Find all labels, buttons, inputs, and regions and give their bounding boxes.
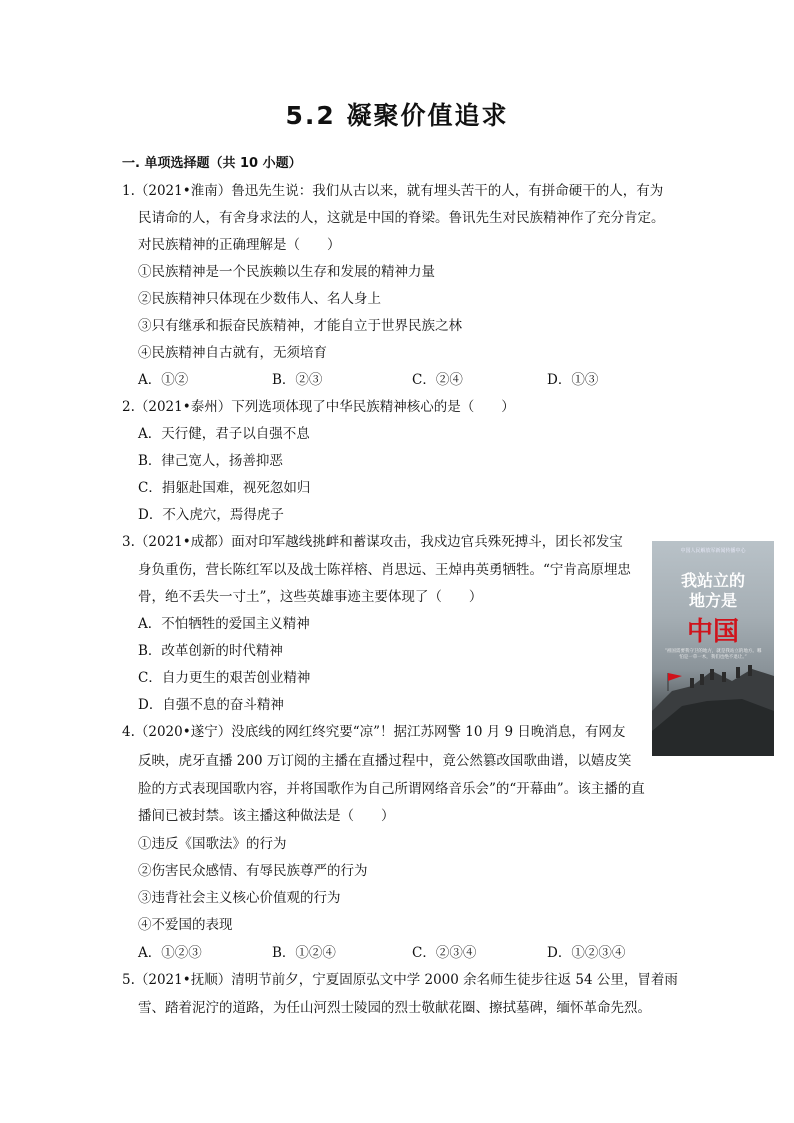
q4-statement-4: ④不爱国的表现 [138, 917, 233, 933]
q1-statement-3: ③只有继承和振奋民族精神，才能自立于世界民族之林 [138, 318, 462, 334]
q2-option-c[interactable]: C．捐躯赴国难，视死忽如归 [138, 480, 311, 496]
poster-title-line2: 地方是 [688, 591, 737, 610]
q4-line3: 脸的方式表现国歌内容，并将国歌作为自己所谓网络音乐会”的“开幕曲”。该主播的直 [138, 781, 645, 797]
q4-line2: 反映，虎牙直播 200 万订阅的主播在直播过程中，竟公然篡改国歌曲谱，以嬉皮笑 [138, 753, 632, 769]
q4-statement-3: ③违背社会主义核心价值观的行为 [138, 890, 341, 906]
q4-option-a[interactable]: A．①②③ [138, 945, 202, 961]
q5-line1: 5.（2021•抚顺）清明节前夕，宁夏固原弘文中学 2000 余名师生徒步往返 54 公里，冒着雨 [122, 972, 678, 988]
section-heading: 一. 单项选择题（共 10 小题） [122, 156, 302, 171]
q1-statement-1: ①民族精神是一个民族赖以生存和发展的精神力量 [138, 264, 435, 280]
q2-option-d[interactable]: D．不入虎穴，焉得虎子 [138, 507, 284, 523]
poster-title-big: 中国 [686, 617, 739, 647]
q1-line2: 民请命的人，有舍身求法的人，这就是中国的脊梁。鲁讯先生对民族精神作了充分肯定。 [138, 210, 665, 226]
q3-option-c[interactable]: C．自力更生的艰苦创业精神 [138, 670, 311, 686]
q4-option-d[interactable]: D．①②③④ [547, 945, 626, 961]
q1-line3: 对民族精神的正确理解是（ ） [138, 237, 341, 253]
poster-small-text: 中国人民解放军新闻传播中心 [680, 548, 746, 554]
q1-option-b[interactable]: B．②③ [272, 372, 323, 388]
q1-option-a[interactable]: A．①② [138, 372, 189, 388]
q5-line2: 雪、踏着泥泞的道路，为任山河烈士陵园的烈士敬献花圈、擦拭墓碑，缅怀革命先烈。 [138, 1000, 651, 1016]
q1-option-d[interactable]: D．①③ [547, 372, 599, 388]
q3-line1: 3.（2021•成都）面对印军越线挑衅和蓄谋攻击，我戍边官兵殊死搏斗，团长祁发宝 [122, 534, 623, 550]
q3-line2: 身负重伤，营长陈红军以及战士陈祥榕、肖思远、王焯冉英勇牺牲。“宁肯高原埋忠 [138, 562, 631, 578]
q3-line3: 骨，绝不丢失一寸土”，这些英雄事迹主要体现了（ ） [138, 589, 483, 605]
poster-caption: “祖国需要我守卫的地方，就是我站立的地方。哪怕是一草一木，我们也绝不退让。” [664, 649, 762, 660]
q2-option-b[interactable]: B．律己宽人，扬善抑恶 [138, 453, 283, 469]
q1-option-c[interactable]: C．②④ [412, 372, 463, 388]
q3-option-d[interactable]: D．自强不息的奋斗精神 [138, 697, 284, 713]
q1-statement-2: ②民族精神只体现在少数伟人、名人身上 [138, 291, 381, 307]
q4-statement-1: ①违反《国歌法》的行为 [138, 836, 287, 852]
q4-option-c[interactable]: C．②③④ [412, 945, 477, 961]
q1-line1: 1.（2021•淮南）鲁迅先生说：我们从古以来，就有埋头苦干的人，有拼命硬干的人，有为 [122, 183, 664, 199]
q4-line1: 4.（2020•遂宁）没底线的网红终究要“凉”！据江苏网警 10 月 9 日晚消息，有网友 [122, 724, 626, 740]
q3-option-a[interactable]: A．不怕牺牲的爱国主义精神 [138, 616, 310, 632]
page-title: 5.2 凝聚价值追求 [285, 101, 509, 130]
q4-statement-2: ②伤害民众感情、有辱民族尊严的行为 [138, 863, 368, 879]
poster-image [652, 541, 774, 756]
q3-option-b[interactable]: B．改革创新的时代精神 [138, 643, 283, 659]
q2-line1: 2.（2021•泰州）下列选项体现了中华民族精神核心的是（ ） [122, 399, 515, 415]
q2-option-a[interactable]: A．天行健，君子以自强不息 [138, 426, 310, 442]
q1-statement-4: ④民族精神自古就有，无须培育 [138, 345, 327, 361]
q4-option-b[interactable]: B．①②④ [272, 945, 336, 961]
poster-title-line1: 我站立的 [680, 571, 745, 590]
mountain-soldiers-illustration [652, 541, 774, 756]
q4-line4: 播间已被封禁。该主播这种做法是（ ） [138, 808, 395, 824]
